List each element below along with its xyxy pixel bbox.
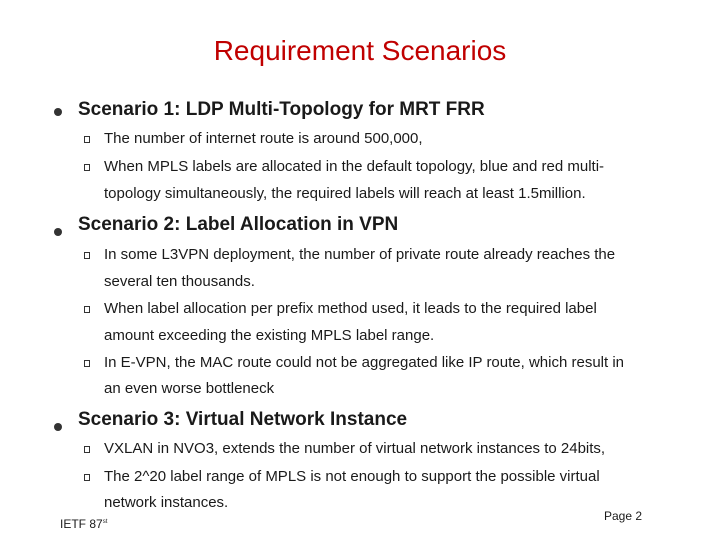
scenario-2-point-2: When label allocation per prefix method used, it leads to the required label — [104, 300, 597, 317]
scenario-1-point-1: The number of internet route is around 500,000, — [104, 130, 423, 147]
scenario-2-point-3-cont: an even worse bottleneck — [104, 380, 275, 397]
square-bullet-icon — [84, 306, 90, 313]
bullet-dot-icon — [54, 108, 62, 116]
scenario-3-heading: Scenario 3: Virtual Network Instance — [78, 409, 408, 430]
scenario-3-point-2-cont: network instances. — [104, 494, 229, 511]
footer-event-suffix: st — [102, 519, 108, 525]
footer-event-label: IETF 87 — [60, 517, 103, 531]
scenario-1-heading: Scenario 1: LDP Multi-Topology for MRT FRR — [78, 99, 485, 120]
bullet-dot-icon — [54, 423, 62, 431]
scenario-2-point-3: In E-VPN, the MAC route could not be aggregated like IP route, which result in — [104, 354, 625, 371]
scenario-3-point-1: VXLAN in NVO3, extends the number of virtual network instances to 24bits, — [104, 440, 606, 457]
scenario-1-point-2: When MPLS labels are allocated in the default topology, blue and red multi- — [104, 158, 605, 175]
scenario-3-point-2: The 2^20 label range of MPLS is not enough to support the possible virtual — [104, 468, 600, 485]
square-bullet-icon — [84, 136, 90, 143]
footer-event — [60, 514, 107, 532]
scenario-2-point-1-cont: several ten thousands. — [104, 273, 255, 290]
page-title: Requirement Scenarios — [213, 35, 507, 66]
square-bullet-icon — [84, 446, 90, 453]
scenario-2-point-2-cont: amount exceeding the existing MPLS label range. — [104, 327, 435, 344]
square-bullet-icon — [84, 474, 90, 481]
square-bullet-icon — [84, 360, 90, 367]
scenario-2-heading: Scenario 2: Label Allocation in VPN — [78, 214, 399, 235]
page-number: Page 2 — [604, 509, 643, 523]
scenario-2-point-1: In some L3VPN deployment, the number of private route already reaches the — [104, 246, 616, 263]
scenario-1-point-2-cont: topology simultaneously, the required labels will reach at least 1.5million. — [104, 185, 586, 202]
square-bullet-icon — [84, 164, 90, 171]
square-bullet-icon — [84, 252, 90, 259]
bullet-dot-icon — [54, 228, 62, 236]
